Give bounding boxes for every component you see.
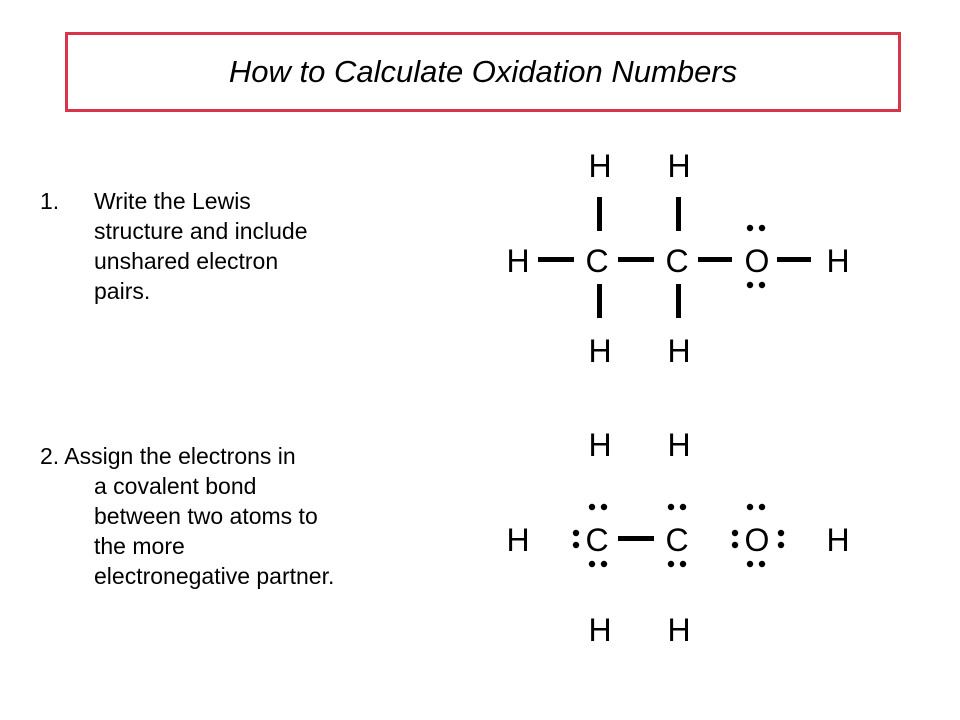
atom-h-bottom-2: H — [667, 612, 691, 648]
atom-h-top-2: H — [667, 427, 691, 463]
bond-c1-h-top — [597, 197, 602, 231]
electron-pair-c2-bottom — [668, 561, 686, 567]
page-title: How to Calculate Oxidation Numbers — [228, 54, 738, 89]
lone-pair-o-top — [747, 225, 765, 231]
bond-c2-o — [698, 257, 732, 262]
atom-c1: C — [585, 243, 609, 279]
electron-pair-o-left — [732, 530, 738, 548]
atom-o: O — [744, 522, 770, 558]
electron-pair-o-right — [778, 530, 784, 548]
atom-c2: C — [665, 243, 689, 279]
bond-c1-c2 — [618, 536, 654, 541]
step-1-line: structure and include — [94, 218, 308, 244]
electron-pair-o-bottom — [747, 561, 765, 567]
atom-h-top-1: H — [588, 148, 612, 184]
step-1-line: Write the Lewis — [94, 188, 251, 214]
atom-h-bottom-2: H — [667, 333, 691, 369]
atom-c1: C — [585, 522, 609, 558]
electron-pair-c1-top — [589, 504, 607, 510]
electron-pair-c1-bottom — [589, 561, 607, 567]
step-1-line: pairs. — [94, 278, 151, 304]
bond-c2-h-top — [676, 197, 681, 231]
atom-h-top-1: H — [588, 427, 612, 463]
bond-h-c1 — [538, 257, 574, 262]
bond-o-h — [777, 257, 811, 262]
step-2-line: the more — [94, 533, 185, 559]
electron-pair-c1-left — [573, 530, 579, 548]
electron-pair-c2-top — [668, 504, 686, 510]
lone-pair-o-bottom — [747, 282, 765, 288]
atom-o: O — [744, 243, 770, 279]
electron-pair-o-top — [747, 504, 765, 510]
atom-h-left: H — [506, 243, 530, 279]
step-2-line: 2. Assign the electrons in — [40, 443, 296, 469]
lewis-structure-2 — [506, 427, 849, 648]
atom-h-bottom-1: H — [588, 333, 612, 369]
step-2-line: between two atoms to — [94, 503, 318, 529]
bond-c1-h-bottom — [597, 284, 602, 318]
step-2-line: a covalent bond — [94, 473, 257, 499]
step-1-line: unshared electron — [94, 248, 279, 274]
bond-c2-h-bottom — [676, 284, 681, 318]
step-2-line: electronegative partner. — [94, 563, 335, 589]
lewis-structure-1 — [506, 148, 849, 369]
atom-h-left: H — [506, 522, 530, 558]
atom-h-right: H — [826, 522, 850, 558]
atom-h-right: H — [826, 243, 850, 279]
bond-c1-c2 — [618, 257, 654, 262]
atom-c2: C — [665, 522, 689, 558]
atom-h-bottom-1: H — [588, 612, 612, 648]
step-1-number: 1. — [40, 188, 60, 214]
atom-h-top-2: H — [667, 148, 691, 184]
